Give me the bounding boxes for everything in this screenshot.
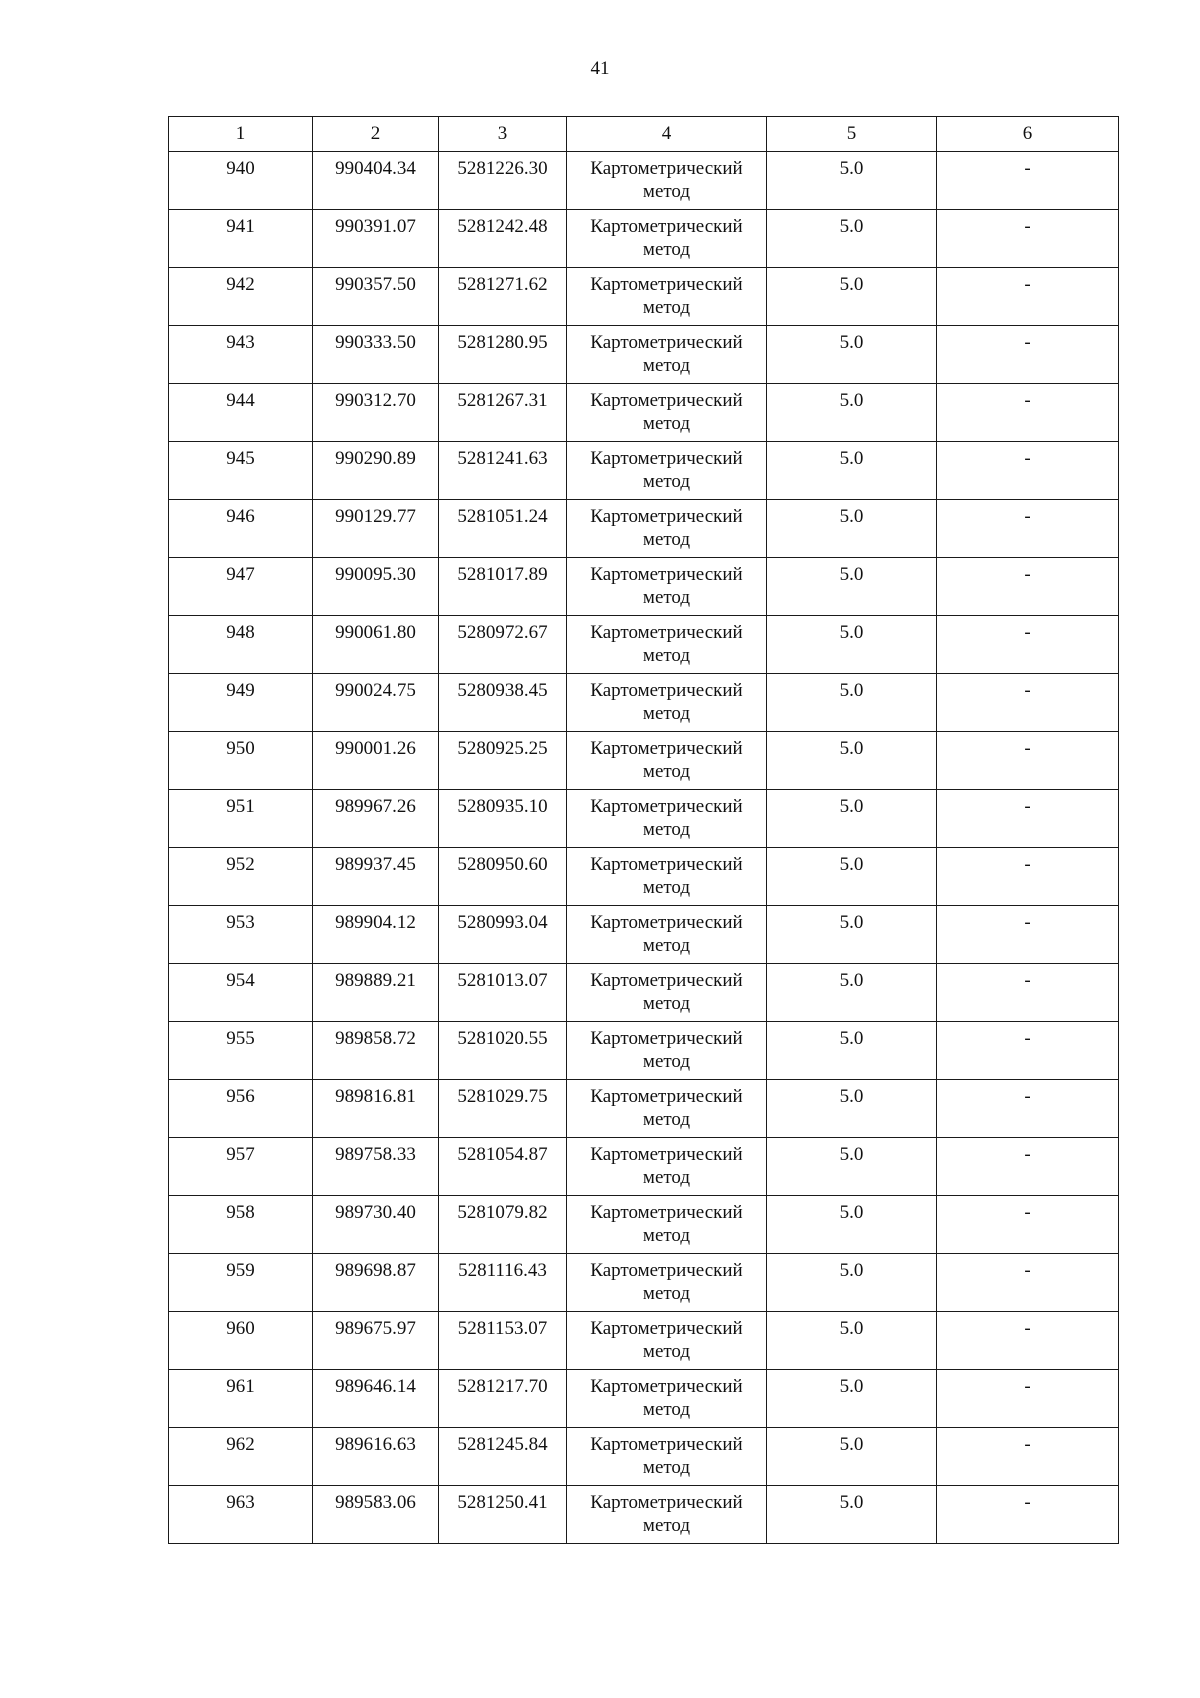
accuracy-cell: 5.0: [767, 210, 937, 268]
table-row: [169, 326, 1119, 384]
coordinates-table: [168, 116, 1119, 1544]
point-number-cell: 958: [169, 1196, 313, 1254]
x-coordinate-cell: 989967.26: [313, 790, 439, 848]
method-cell: [567, 268, 767, 326]
x-coordinate-cell: 989889.21: [313, 964, 439, 1022]
table-row: [169, 674, 1119, 732]
table-header-row: [169, 117, 1119, 152]
method-line-2: метод: [642, 239, 691, 260]
method-line-2: метод: [642, 1225, 691, 1246]
y-coordinate-cell: 5281020.55: [439, 1022, 567, 1080]
y-coordinate-cell: 5280993.04: [439, 906, 567, 964]
accuracy-cell: 5.0: [767, 1254, 937, 1312]
table-row: [169, 152, 1119, 210]
method-line-1: Картометрический: [590, 506, 743, 527]
method-line-2: метод: [642, 529, 691, 550]
x-coordinate-cell: 989730.40: [313, 1196, 439, 1254]
x-coordinate-cell: 990095.30: [313, 558, 439, 616]
y-coordinate-cell: 5281250.41: [439, 1486, 567, 1544]
method-cell: [567, 384, 767, 442]
accuracy-cell: 5.0: [767, 442, 937, 500]
point-number-cell: 957: [169, 1138, 313, 1196]
note-cell: -: [937, 616, 1119, 674]
table-row: [169, 210, 1119, 268]
table-row: [169, 732, 1119, 790]
method-line-1: Картометрический: [590, 1086, 743, 1107]
accuracy-cell: 5.0: [767, 500, 937, 558]
column-header: 3: [439, 117, 567, 152]
point-number-cell: 962: [169, 1428, 313, 1486]
y-coordinate-cell: 5281226.30: [439, 152, 567, 210]
point-number-cell: 945: [169, 442, 313, 500]
y-coordinate-cell: 5280938.45: [439, 674, 567, 732]
method-cell: [567, 1022, 767, 1080]
method-line-2: метод: [642, 1457, 691, 1478]
x-coordinate-cell: 990129.77: [313, 500, 439, 558]
table-row: [169, 906, 1119, 964]
method-line-1: Картометрический: [590, 564, 743, 585]
note-cell: -: [937, 848, 1119, 906]
y-coordinate-cell: 5281245.84: [439, 1428, 567, 1486]
x-coordinate-cell: 990333.50: [313, 326, 439, 384]
y-coordinate-cell: 5281054.87: [439, 1138, 567, 1196]
point-number-cell: 952: [169, 848, 313, 906]
note-cell: -: [937, 1312, 1119, 1370]
point-number-cell: 948: [169, 616, 313, 674]
note-cell: -: [937, 558, 1119, 616]
y-coordinate-cell: 5281271.62: [439, 268, 567, 326]
method-cell: [567, 500, 767, 558]
y-coordinate-cell: 5281013.07: [439, 964, 567, 1022]
method-line-1: Картометрический: [590, 1318, 743, 1339]
accuracy-cell: 5.0: [767, 1022, 937, 1080]
accuracy-cell: 5.0: [767, 1486, 937, 1544]
table-row: [169, 1312, 1119, 1370]
x-coordinate-cell: 989646.14: [313, 1370, 439, 1428]
point-number-cell: 942: [169, 268, 313, 326]
method-line-1: Картометрический: [590, 912, 743, 933]
method-line-1: Картометрический: [590, 738, 743, 759]
method-line-1: Картометрический: [590, 796, 743, 817]
note-cell: -: [937, 1370, 1119, 1428]
y-coordinate-cell: 5281153.07: [439, 1312, 567, 1370]
method-cell: [567, 1138, 767, 1196]
accuracy-cell: 5.0: [767, 790, 937, 848]
method-line-1: Картометрический: [590, 970, 743, 991]
x-coordinate-cell: 990404.34: [313, 152, 439, 210]
method-line-2: метод: [642, 297, 691, 318]
y-coordinate-cell: 5281280.95: [439, 326, 567, 384]
accuracy-cell: 5.0: [767, 384, 937, 442]
note-cell: -: [937, 1022, 1119, 1080]
table-row: [169, 848, 1119, 906]
y-coordinate-cell: 5281029.75: [439, 1080, 567, 1138]
method-cell: [567, 1254, 767, 1312]
x-coordinate-cell: 989937.45: [313, 848, 439, 906]
x-coordinate-cell: 990290.89: [313, 442, 439, 500]
method-cell: [567, 1370, 767, 1428]
table-row: [169, 558, 1119, 616]
accuracy-cell: 5.0: [767, 674, 937, 732]
accuracy-cell: 5.0: [767, 1370, 937, 1428]
note-cell: -: [937, 1080, 1119, 1138]
method-line-2: метод: [642, 355, 691, 376]
y-coordinate-cell: 5281116.43: [439, 1254, 567, 1312]
method-line-2: метод: [642, 761, 691, 782]
table-row: [169, 268, 1119, 326]
method-line-1: Картометрический: [590, 1492, 743, 1513]
x-coordinate-cell: 989758.33: [313, 1138, 439, 1196]
point-number-cell: 943: [169, 326, 313, 384]
method-cell: [567, 1080, 767, 1138]
method-line-2: метод: [642, 471, 691, 492]
table-row: [169, 790, 1119, 848]
method-line-2: метод: [642, 1399, 691, 1420]
accuracy-cell: 5.0: [767, 964, 937, 1022]
accuracy-cell: 5.0: [767, 732, 937, 790]
accuracy-cell: 5.0: [767, 326, 937, 384]
y-coordinate-cell: 5281242.48: [439, 210, 567, 268]
point-number-cell: 953: [169, 906, 313, 964]
method-cell: [567, 1196, 767, 1254]
note-cell: -: [937, 1486, 1119, 1544]
method-line-2: метод: [642, 1051, 691, 1072]
accuracy-cell: 5.0: [767, 558, 937, 616]
accuracy-cell: 5.0: [767, 1428, 937, 1486]
note-cell: -: [937, 1196, 1119, 1254]
method-cell: [567, 210, 767, 268]
y-coordinate-cell: 5281217.70: [439, 1370, 567, 1428]
point-number-cell: 950: [169, 732, 313, 790]
method-cell: [567, 732, 767, 790]
note-cell: -: [937, 732, 1119, 790]
method-line-1: Картометрический: [590, 622, 743, 643]
table-row: [169, 1196, 1119, 1254]
accuracy-cell: 5.0: [767, 268, 937, 326]
note-cell: -: [937, 500, 1119, 558]
method-line-2: метод: [642, 703, 691, 724]
y-coordinate-cell: 5280972.67: [439, 616, 567, 674]
method-cell: [567, 790, 767, 848]
y-coordinate-cell: 5280925.25: [439, 732, 567, 790]
method-line-1: Картометрический: [590, 216, 743, 237]
method-line-1: Картометрический: [590, 1376, 743, 1397]
method-line-2: метод: [642, 1283, 691, 1304]
y-coordinate-cell: 5281241.63: [439, 442, 567, 500]
accuracy-cell: 5.0: [767, 1080, 937, 1138]
method-cell: [567, 848, 767, 906]
method-line-2: метод: [642, 645, 691, 666]
method-cell: [567, 326, 767, 384]
x-coordinate-cell: 989858.72: [313, 1022, 439, 1080]
method-line-1: Картометрический: [590, 1260, 743, 1281]
method-line-2: метод: [642, 935, 691, 956]
y-coordinate-cell: 5281051.24: [439, 500, 567, 558]
point-number-cell: 960: [169, 1312, 313, 1370]
point-number-cell: 947: [169, 558, 313, 616]
x-coordinate-cell: 990312.70: [313, 384, 439, 442]
note-cell: -: [937, 1138, 1119, 1196]
method-line-1: Картометрический: [590, 854, 743, 875]
method-cell: [567, 1428, 767, 1486]
method-line-1: Картометрический: [590, 390, 743, 411]
method-line-2: метод: [642, 587, 691, 608]
column-header: 6: [937, 117, 1119, 152]
x-coordinate-cell: 989583.06: [313, 1486, 439, 1544]
column-header: 4: [567, 117, 767, 152]
method-cell: [567, 964, 767, 1022]
table-row: [169, 1370, 1119, 1428]
table-row: [169, 964, 1119, 1022]
y-coordinate-cell: 5281017.89: [439, 558, 567, 616]
table-row: [169, 1428, 1119, 1486]
method-line-2: метод: [642, 819, 691, 840]
point-number-cell: 955: [169, 1022, 313, 1080]
column-header: 1: [169, 117, 313, 152]
method-line-2: метод: [642, 993, 691, 1014]
accuracy-cell: 5.0: [767, 848, 937, 906]
x-coordinate-cell: 990357.50: [313, 268, 439, 326]
note-cell: -: [937, 210, 1119, 268]
x-coordinate-cell: 990061.80: [313, 616, 439, 674]
accuracy-cell: 5.0: [767, 152, 937, 210]
table-body: [169, 152, 1119, 1544]
table-row: [169, 384, 1119, 442]
table-row: [169, 1138, 1119, 1196]
x-coordinate-cell: 990391.07: [313, 210, 439, 268]
method-cell: [567, 558, 767, 616]
method-cell: [567, 616, 767, 674]
note-cell: -: [937, 326, 1119, 384]
note-cell: -: [937, 674, 1119, 732]
accuracy-cell: 5.0: [767, 1138, 937, 1196]
table-row: [169, 1080, 1119, 1138]
accuracy-cell: 5.0: [767, 1312, 937, 1370]
method-line-1: Картометрический: [590, 1028, 743, 1049]
method-cell: [567, 674, 767, 732]
accuracy-cell: 5.0: [767, 906, 937, 964]
page-number: 41: [590, 58, 610, 79]
table-row: [169, 1022, 1119, 1080]
note-cell: -: [937, 790, 1119, 848]
y-coordinate-cell: 5280935.10: [439, 790, 567, 848]
method-cell: [567, 152, 767, 210]
column-header: 2: [313, 117, 439, 152]
method-line-2: метод: [642, 1167, 691, 1188]
point-number-cell: 951: [169, 790, 313, 848]
method-line-2: метод: [642, 181, 691, 202]
accuracy-cell: 5.0: [767, 616, 937, 674]
method-line-2: метод: [642, 1341, 691, 1362]
point-number-cell: 959: [169, 1254, 313, 1312]
method-cell: [567, 1312, 767, 1370]
x-coordinate-cell: 989675.97: [313, 1312, 439, 1370]
table-row: [169, 500, 1119, 558]
point-number-cell: 954: [169, 964, 313, 1022]
x-coordinate-cell: 989698.87: [313, 1254, 439, 1312]
note-cell: -: [937, 964, 1119, 1022]
method-line-1: Картометрический: [590, 448, 743, 469]
method-line-1: Картометрический: [590, 332, 743, 353]
point-number-cell: 956: [169, 1080, 313, 1138]
point-number-cell: 961: [169, 1370, 313, 1428]
method-line-1: Картометрический: [590, 1144, 743, 1165]
note-cell: -: [937, 1254, 1119, 1312]
method-line-1: Картометрический: [590, 1202, 743, 1223]
column-header: 5: [767, 117, 937, 152]
x-coordinate-cell: 990024.75: [313, 674, 439, 732]
table-row: [169, 1486, 1119, 1544]
method-line-1: Картометрический: [590, 1434, 743, 1455]
note-cell: -: [937, 384, 1119, 442]
accuracy-cell: 5.0: [767, 1196, 937, 1254]
method-line-1: Картометрический: [590, 680, 743, 701]
method-line-1: Картометрический: [590, 158, 743, 179]
method-line-2: метод: [642, 413, 691, 434]
point-number-cell: 944: [169, 384, 313, 442]
point-number-cell: 963: [169, 1486, 313, 1544]
note-cell: -: [937, 1428, 1119, 1486]
x-coordinate-cell: 990001.26: [313, 732, 439, 790]
table-row: [169, 1254, 1119, 1312]
table-row: [169, 442, 1119, 500]
note-cell: -: [937, 268, 1119, 326]
y-coordinate-cell: 5280950.60: [439, 848, 567, 906]
method-cell: [567, 1486, 767, 1544]
point-number-cell: 949: [169, 674, 313, 732]
x-coordinate-cell: 989816.81: [313, 1080, 439, 1138]
x-coordinate-cell: 989904.12: [313, 906, 439, 964]
note-cell: -: [937, 152, 1119, 210]
note-cell: -: [937, 906, 1119, 964]
method-line-1: Картометрический: [590, 274, 743, 295]
method-cell: [567, 906, 767, 964]
point-number-cell: 940: [169, 152, 313, 210]
y-coordinate-cell: 5281079.82: [439, 1196, 567, 1254]
point-number-cell: 941: [169, 210, 313, 268]
note-cell: -: [937, 442, 1119, 500]
x-coordinate-cell: 989616.63: [313, 1428, 439, 1486]
method-line-2: метод: [642, 1515, 691, 1536]
y-coordinate-cell: 5281267.31: [439, 384, 567, 442]
method-cell: [567, 442, 767, 500]
method-line-2: метод: [642, 877, 691, 898]
method-line-2: метод: [642, 1109, 691, 1130]
point-number-cell: 946: [169, 500, 313, 558]
table-row: [169, 616, 1119, 674]
